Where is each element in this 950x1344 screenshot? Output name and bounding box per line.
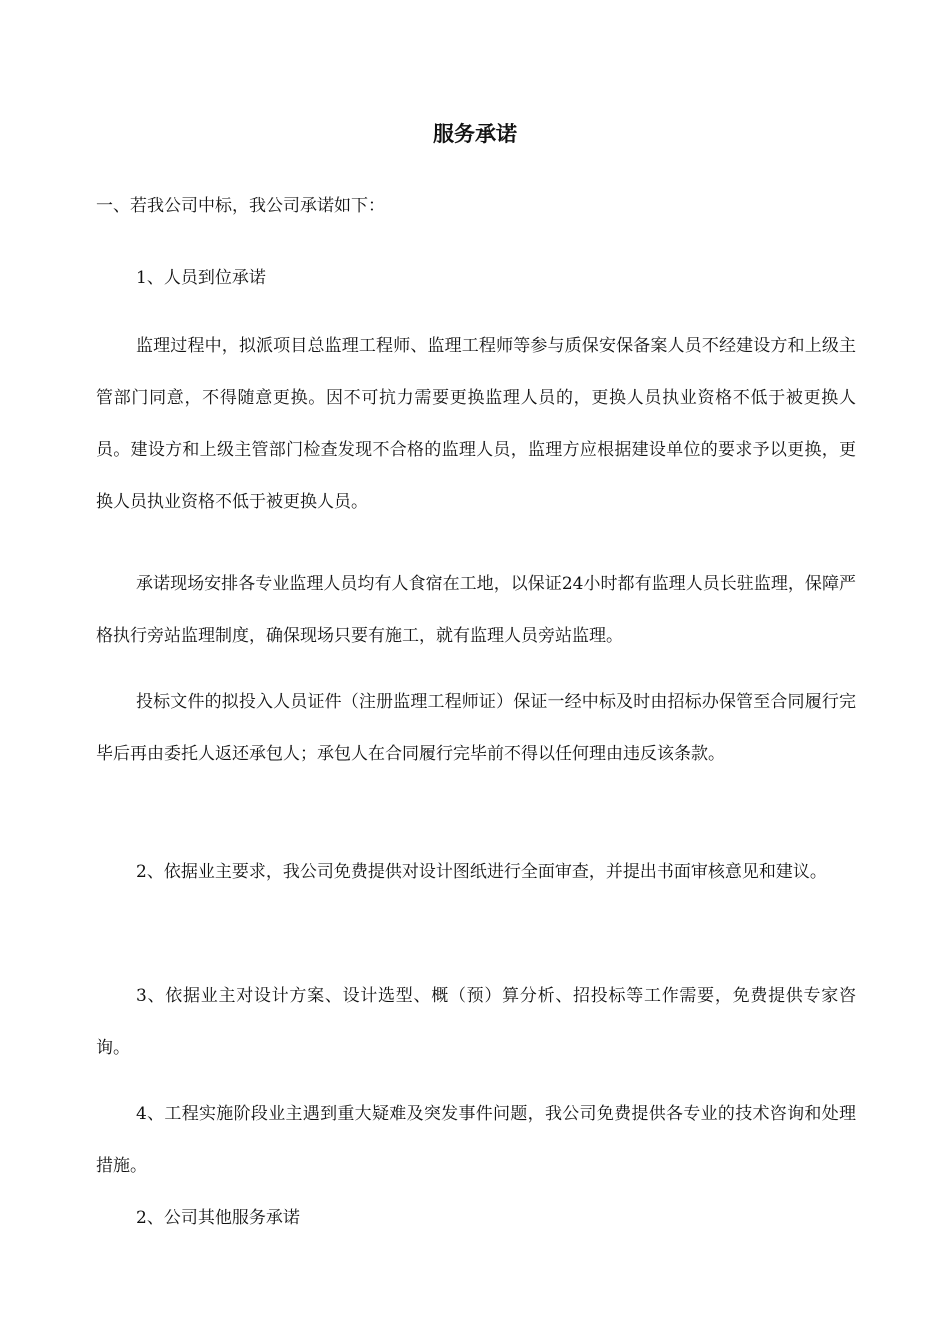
section-heading: 一、若我公司中标，我公司承诺如下：	[96, 196, 385, 216]
paragraph-certificates: 投标文件的拟投入人员证件（注册监理工程师证）保证一经中标及时由招标办保管至合同履行完毕后再由委托人返还承包人；承包人在合同履行完毕前不得以任何理由违反该条款。	[96, 692, 856, 764]
paragraph-personnel: 监理过程中，拟派项目总监理工程师、监理工程师等参与质保安保备案人员不经建设方和上级主管部门同意，不得随意更换。因不可抗力需要更换监理人员的，更换人员执业资格不低于被更换人员。建设方和上级主管部门检查发现不合格的监理人员，监理方应根据建设单位的要求予以更换，更换人员执业资格不低于被更换人员。	[96, 336, 856, 512]
item-2-title: 2、公司其他服务承诺	[136, 1208, 300, 1228]
paragraph-onsite: 承诺现场安排各专业监理人员均有人食宿在工地，以保证24小时都有监理人员长驻监理，保障严格执行旁站监理制度，确保现场只要有施工，就有监理人员旁站监理。	[96, 574, 856, 646]
paragraph-expert-consult: 3、依据业主对设计方案、设计选型、概（预）算分析、招投标等工作需要，免费提供专家咨询。	[96, 986, 856, 1058]
paragraph-technical-support: 4、工程实施阶段业主遇到重大疑难及突发事件问题，我公司免费提供各专业的技术咨询和处理措施。	[96, 1104, 856, 1176]
document-title: 服务承诺	[433, 121, 517, 146]
item-1-title: 1、人员到位承诺	[136, 268, 266, 288]
paragraph-design-review: 2、依据业主要求，我公司免费提供对设计图纸进行全面审查，并提出书面审核意见和建议。	[136, 862, 827, 882]
